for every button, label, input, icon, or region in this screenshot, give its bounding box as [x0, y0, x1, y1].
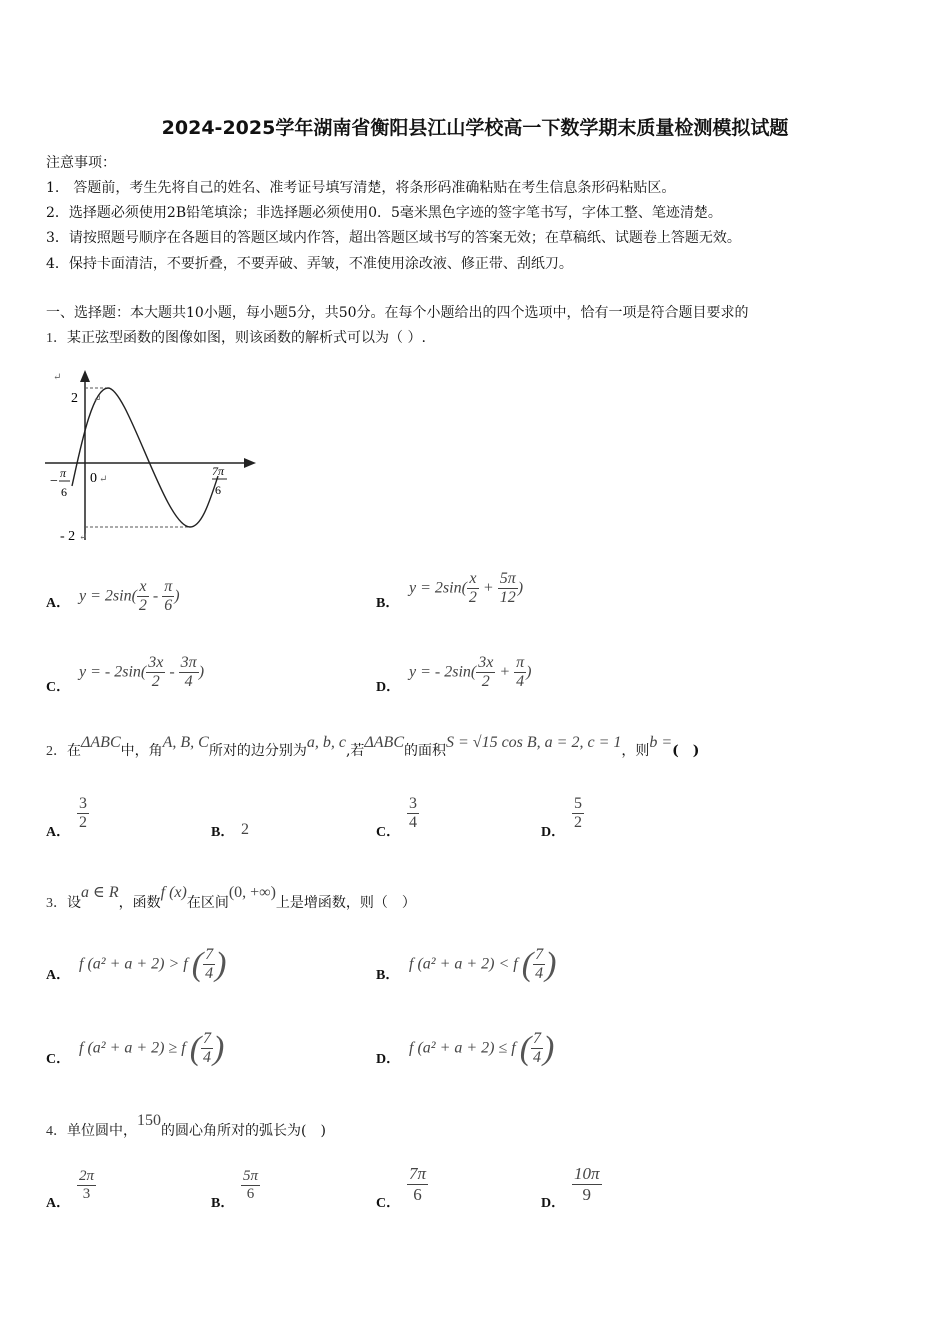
- return-mark: ↵: [79, 532, 88, 543]
- y-min-label: - 2: [60, 529, 76, 544]
- q4-option-a[interactable]: A． $\frac{2\pi}{3}$: [46, 1168, 95, 1211]
- q1-option-b[interactable]: B． y = 2sin( $\frac{x}{2}$ + $\frac{5\pi}{12}$ ): [376, 570, 524, 611]
- y-max-label: 2: [71, 391, 78, 406]
- q1-option-c[interactable]: C． y = - 2sin( $\frac{3x}{2}$ - $\frac{3\pi}{4}$ ): [46, 654, 205, 695]
- x-right-den: 6: [215, 483, 221, 497]
- x-left-sign: −: [50, 474, 58, 489]
- return-mark: ↵: [53, 372, 62, 383]
- q3-option-a[interactable]: A． f (a² + a + 2) > f ( $\frac{7}{4}$ ): [46, 945, 227, 983]
- note-item: 1. 答题前，考生先将自己的姓名、准考证号填写清楚，将条形码准确粘贴在考生信息条形码粘贴区。: [46, 180, 676, 196]
- question-4: 4．单位圆中，150的圆心角所对的弧长为( ): [46, 1112, 326, 1139]
- x-left-den: 6: [61, 485, 67, 499]
- note-item: 3．请按照题号顺序在各题目的答题区域内作答，超出答题区域书写的答案无效；在草稿纸、试题卷上答题无效。: [46, 230, 741, 246]
- q2-option-d[interactable]: D． $\frac{5}{2}$: [541, 795, 582, 840]
- q4-option-c[interactable]: C． $\frac{7\pi}{6}$: [376, 1164, 427, 1211]
- sine-curve: [72, 388, 218, 527]
- x-right-num: 7π: [212, 464, 225, 478]
- question-text: 某正弦型函数的图像如图，则该函数的解析式可以为（ ）.: [67, 330, 426, 346]
- q4-option-d[interactable]: D． $\frac{10\pi}{9}$: [541, 1164, 600, 1211]
- y-axis-arrow: [80, 370, 90, 382]
- question-3: 3．设a ∈ R，函数f (x)在区间(0, +∞)上是增函数，则（ ）: [46, 884, 416, 911]
- q3-option-d[interactable]: D． f (a² + a + 2) ≤ f ( $\frac{7}{4}$ ): [376, 1029, 555, 1067]
- return-mark: ↵: [99, 474, 108, 485]
- q2-option-a[interactable]: A． $\frac{3}{2}$: [46, 795, 87, 840]
- x-axis-arrow: [244, 458, 256, 468]
- q2-option-c[interactable]: C． $\frac{3}{4}$: [376, 795, 417, 840]
- note-item: 4．保持卡面清洁，不要折叠，不要弄破、弄皱，不准使用涂改液、修正带、刮纸刀。: [46, 256, 573, 272]
- q1-option-d[interactable]: D． y = - 2sin( $\frac{3x}{2}$ + $\frac{\pi}{4}$ ): [376, 654, 532, 695]
- q4-option-b[interactable]: B． $\frac{5\pi}{6}$: [211, 1168, 259, 1211]
- question-number: 1．: [46, 331, 67, 346]
- question-1: [46, 327, 426, 347]
- return-mark: ↵: [93, 394, 102, 405]
- q3-option-c[interactable]: C． f (a² + a + 2) ≥ f ( $\frac{7}{4}$ ): [46, 1029, 225, 1067]
- q3-option-b[interactable]: B． f (a² + a + 2) < f ( $\frac{7}{4}$ ): [376, 945, 557, 983]
- section-heading: 一、选择题：本大题共10小题，每小题5分，共50分。在每个小题给出的四个选项中，恰有一项是符合题目要求的: [46, 305, 749, 321]
- q1-option-a[interactable]: A． y = 2sin( $\frac{x}{2}$ - $\frac{\pi}{6}$ ): [46, 578, 180, 615]
- sine-graph: [40, 360, 270, 550]
- notes-heading: 注意事项：: [46, 155, 116, 171]
- question-2: 2．在ΔABC中，角A, B, C所对的边分别为a, b, c,若ΔABC的面积S = √15 cos B, a = 2, c = 1，则b =( ): [46, 734, 700, 759]
- note-item: 2．选择题必须使用2B铅笔填涂；非选择题必须使用0．5毫米黑色字迹的签字笔书写，字体工整、笔迹清楚。: [46, 205, 722, 221]
- q2-option-b[interactable]: B． 2: [211, 821, 249, 840]
- origin-label: 0: [90, 471, 97, 486]
- x-left-num: π: [60, 466, 67, 480]
- page-title: 2024-2025学年湖南省衡阳县江山学校高一下数学期末质量检测模拟试题: [161, 117, 789, 139]
